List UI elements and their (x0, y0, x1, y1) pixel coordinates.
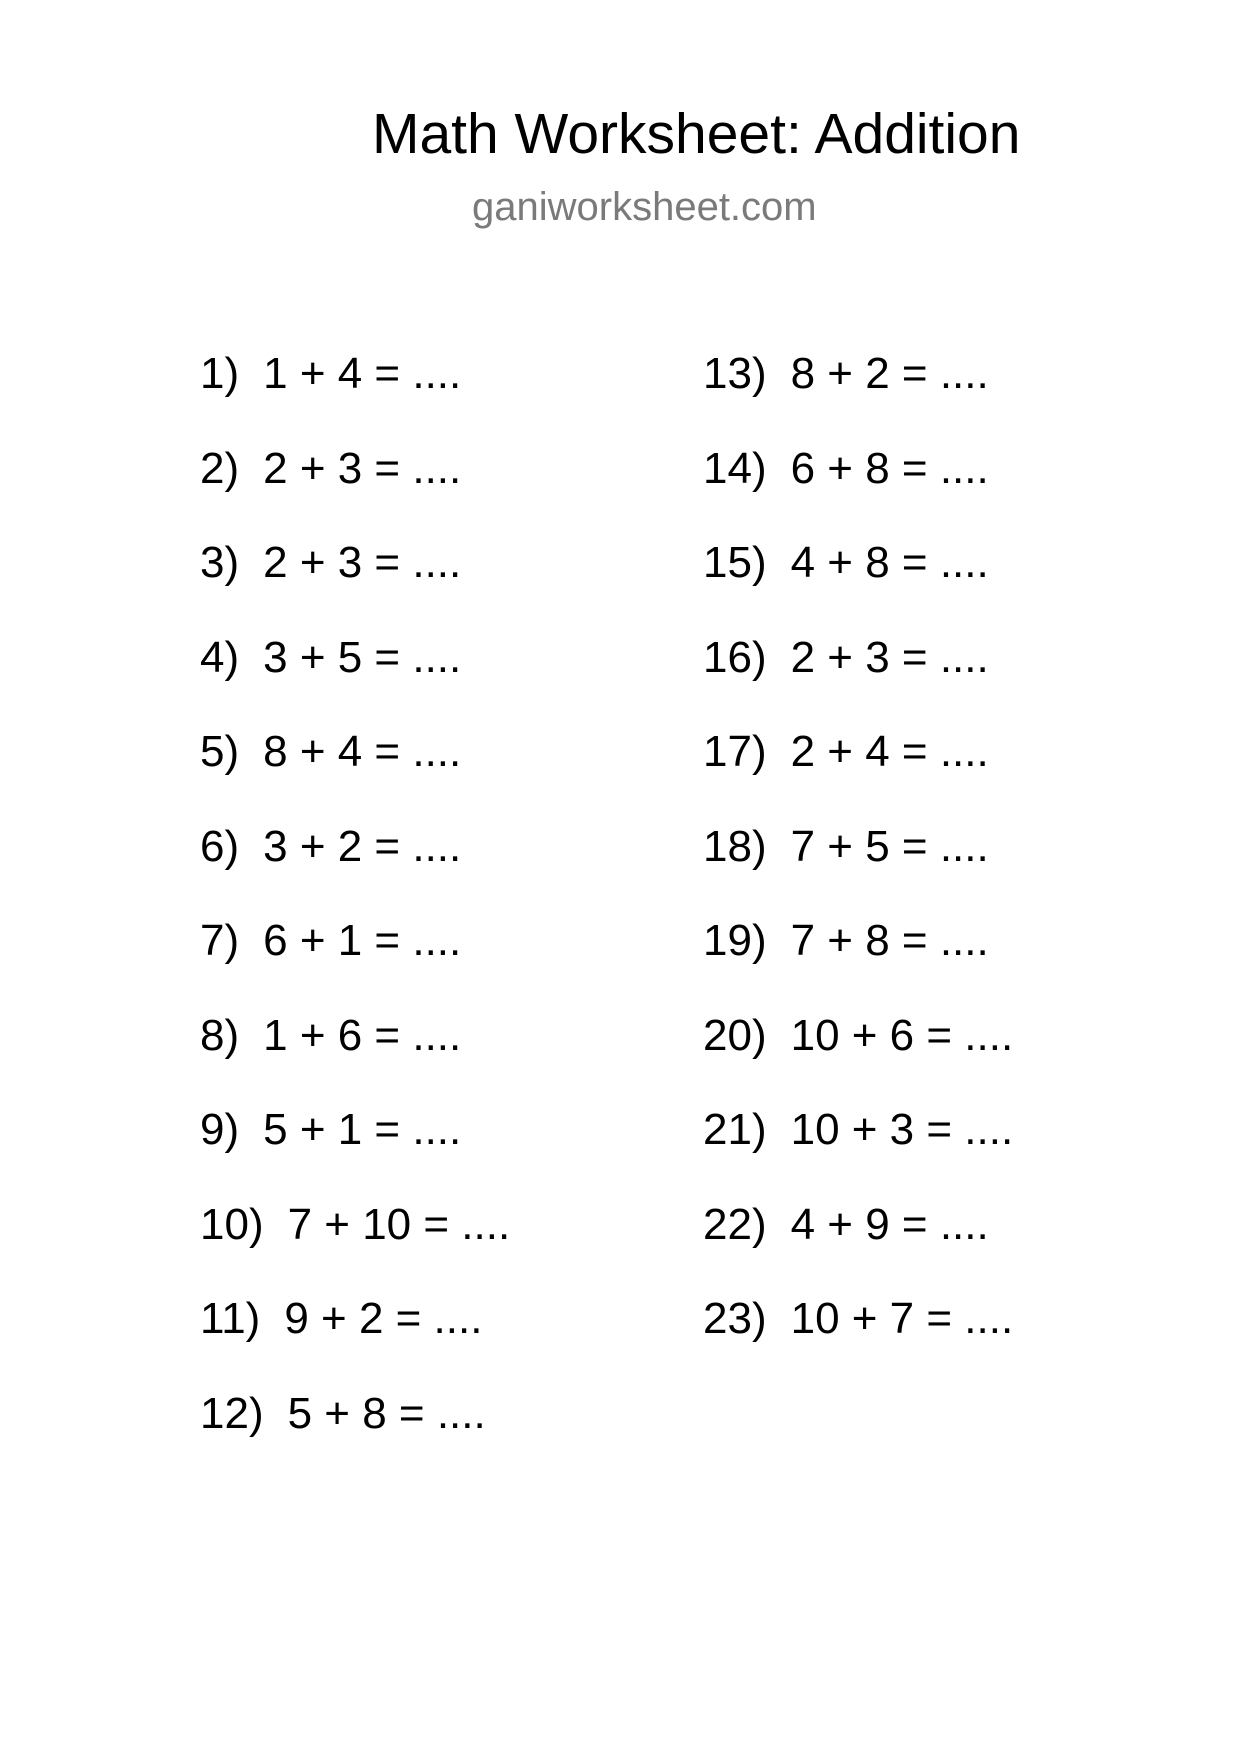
problem-number: 7) (200, 916, 240, 965)
problem-number: 18) (703, 821, 767, 871)
problem-number: 19) (703, 916, 767, 965)
problem-expression: 3 + 5 = .... (263, 632, 462, 682)
problem-item (200, 1010, 461, 1062)
problem-number: 22) (703, 1199, 767, 1249)
problem-item (200, 821, 461, 873)
problem-number: 1) (200, 349, 240, 398)
problem-item (703, 1199, 989, 1251)
problem-expression: 7 + 5 = .... (790, 821, 989, 871)
problem-expression: 6 + 1 = .... (263, 916, 462, 965)
problem-expression: 2 + 3 = .... (263, 443, 462, 493)
problem-item (200, 1293, 482, 1345)
problem-item (703, 821, 989, 873)
problem-number: 10) (200, 1199, 264, 1249)
problem-item (200, 1104, 461, 1156)
site-url: ganiworksheet.com (472, 185, 817, 229)
problem-number: 13) (703, 349, 767, 398)
problem-item (703, 632, 989, 684)
problem-item (703, 915, 989, 967)
problem-expression: 10 + 6 = .... (790, 1010, 1014, 1060)
problem-number: 8) (200, 1010, 240, 1060)
problem-expression: 5 + 1 = .... (263, 1105, 462, 1154)
problem-item (703, 443, 989, 495)
problem-item (200, 348, 461, 400)
problem-item (703, 1010, 1013, 1062)
problem-expression: 7 + 10 = .... (287, 1199, 511, 1249)
problem-number: 23) (703, 1294, 767, 1343)
problem-number: 4) (200, 632, 240, 682)
problem-number: 14) (703, 443, 767, 493)
problem-number: 16) (703, 632, 767, 682)
problem-item (703, 1104, 1013, 1156)
problem-expression: 10 + 3 = .... (790, 1105, 1014, 1154)
problem-expression: 4 + 8 = .... (790, 538, 989, 587)
problem-number: 5) (200, 727, 240, 776)
problem-expression: 4 + 9 = .... (790, 1199, 989, 1249)
problem-item (703, 537, 989, 589)
problem-item (703, 1293, 1013, 1345)
problem-item (200, 537, 461, 589)
problem-expression: 2 + 4 = .... (790, 727, 989, 776)
problem-number: 6) (200, 821, 240, 871)
problem-expression: 6 + 8 = .... (790, 443, 989, 493)
problem-expression: 2 + 3 = .... (790, 632, 989, 682)
problem-expression: 10 + 7 = .... (790, 1294, 1014, 1343)
problem-number: 17) (703, 727, 767, 776)
problem-number: 11) (200, 1294, 261, 1343)
problem-item (200, 915, 461, 967)
problem-expression: 5 + 8 = .... (287, 1388, 486, 1438)
problem-number: 15) (703, 538, 767, 587)
problem-expression: 8 + 4 = .... (263, 727, 462, 776)
problem-item (703, 726, 989, 778)
problem-number: 3) (200, 538, 240, 587)
problem-number: 9) (200, 1105, 240, 1154)
page-title: Math Worksheet: Addition (372, 102, 1021, 166)
problem-item (200, 632, 461, 684)
problem-item (200, 1388, 486, 1440)
problem-expression: 3 + 2 = .... (263, 821, 462, 871)
problem-item (200, 443, 461, 495)
problem-expression: 1 + 4 = .... (263, 349, 462, 398)
problem-expression: 9 + 2 = .... (284, 1294, 483, 1343)
problem-expression: 2 + 3 = .... (263, 538, 462, 587)
problem-item (703, 348, 989, 400)
problem-number: 21) (703, 1105, 767, 1154)
problem-number: 12) (200, 1388, 264, 1438)
problem-expression: 1 + 6 = .... (263, 1010, 462, 1060)
problem-expression: 8 + 2 = .... (790, 349, 989, 398)
problem-expression: 7 + 8 = .... (790, 916, 989, 965)
problem-item (200, 726, 461, 778)
problem-number: 2) (200, 443, 240, 493)
problem-item (200, 1199, 510, 1251)
problem-number: 20) (703, 1010, 767, 1060)
